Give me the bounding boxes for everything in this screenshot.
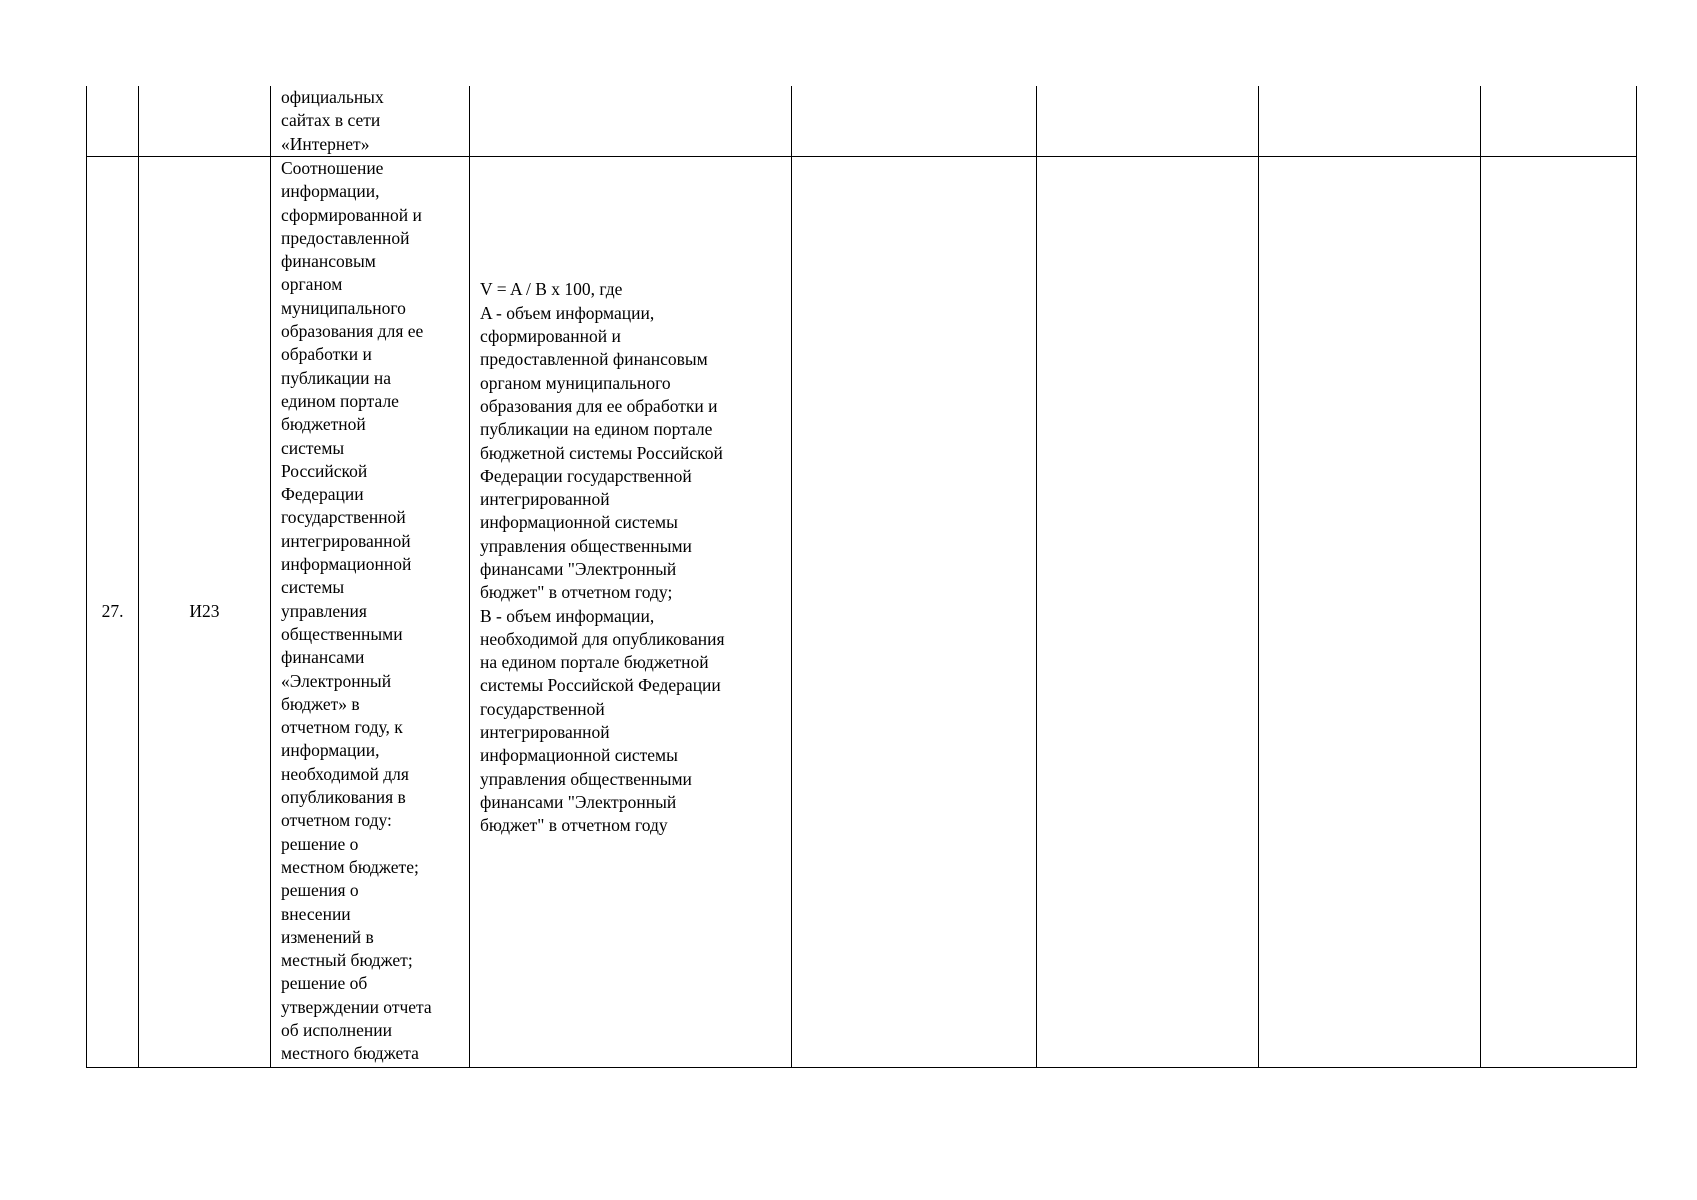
- cell-col6-empty: [1037, 157, 1259, 1068]
- cell-number-empty: [87, 86, 139, 157]
- cell-col6-empty: [1037, 86, 1259, 157]
- formula-text: V = A / B x 100, где A - объем информации, сформированной и предоставленной финансовым органом муниципального образования для ее обработки и публикации на едином портале бюджетной системы Российской Федерации государственной интегрированной информационной системы управления общественными финансами "Электронный бюджет" в отчетном году; B - объем информации, необходимой для опубликования на едином портале бюджетной системы Российской Федерации государственной интегрированной информационной системы управления общественными финансами "Электронный бюджет" в отчетном году: [480, 279, 725, 836]
- criterion-text: Соотношение информации, сформированной и предоставленной финансовым органом муниципального образования для ее обработки и публикации на едином портале бюджетной системы Российской Федерации государственной интегрированной информационной системы управления общественными финансами «Электронный бюджет» в отчетном году, к информации, необходимой для опубликования в отчетном году: решение о местном бюджете; решения о внесении изменений в местный бюджет; решение об утверждении отчета об исполнении местного бюджета: [281, 158, 432, 1064]
- indicator-table: [86, 86, 1637, 1068]
- indicator-code: И23: [139, 157, 271, 1068]
- cell-col8-empty: [1481, 157, 1637, 1068]
- table-row-continued: [87, 86, 1637, 157]
- cell-criterion: [271, 157, 470, 1068]
- cell-criterion-continued: [271, 86, 470, 157]
- table-row: [87, 157, 1637, 1068]
- cell-code-empty: [139, 86, 271, 157]
- row-number: 27.: [87, 157, 139, 1068]
- cell-col5-empty: [792, 86, 1037, 157]
- cell-col5-empty: [792, 157, 1037, 1068]
- cell-col8-empty: [1481, 86, 1637, 157]
- cell-formula-empty: [470, 86, 792, 157]
- cell-col7-empty: [1259, 157, 1481, 1068]
- cell-col7-empty: [1259, 86, 1481, 157]
- criterion-text-continued: официальных сайтах в сети «Интернет»: [281, 87, 384, 154]
- cell-formula: [470, 157, 792, 1068]
